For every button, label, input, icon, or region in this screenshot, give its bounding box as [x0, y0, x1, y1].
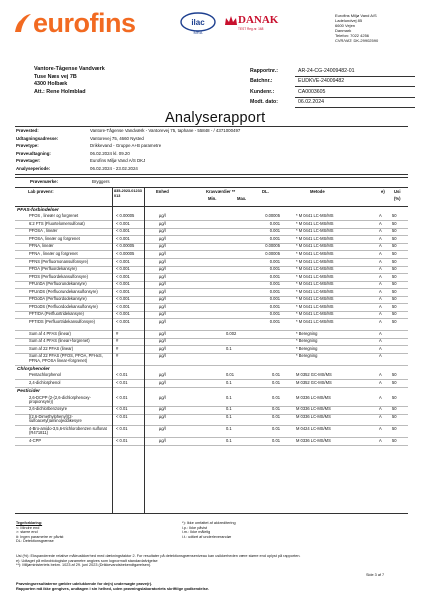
result-value: < 0.001: [116, 311, 130, 317]
dl-value: 0.01: [272, 394, 280, 400]
method-value: * M 0441 LC-MS/MS: [296, 213, 334, 219]
analyte-name: PFOSA , lineær: [29, 228, 58, 234]
result-value: < 0.001: [116, 235, 130, 241]
header-uncertainty-unit: (%): [394, 196, 401, 201]
unit-value: µg/l: [159, 258, 166, 264]
recipient-line: Att.: Rene Holmblad: [34, 88, 86, 95]
accreditation-flag: A: [379, 213, 382, 219]
recipient-line: Tuse Næs vej 7B: [34, 73, 77, 80]
sample-type-label: Prøvetype:: [16, 143, 39, 149]
max-value: 0.002: [226, 330, 237, 336]
accreditation-flag: A: [379, 250, 382, 256]
uncertainty-value: 50: [392, 379, 397, 385]
header-requirements: Kravværdier **: [206, 189, 236, 194]
analyte-name: 2,6-DCPP (2-(2,6-dichlorphenoxy-propionsyre)): [29, 394, 91, 405]
header-dl: DL.: [262, 189, 269, 194]
footnote: Usi (%): Ekspanderede relative måleusikkerhed med dækningsfaktor 2. For resultater på detektionsgrænseniveau kan usikkerheden være større end oplyst på rapporten.: [16, 554, 301, 558]
method-value: M 0352 GC-MS/MS: [296, 379, 332, 385]
sample-type-value: Drikkevand - Gruppe A+B parametre: [90, 143, 162, 149]
accreditation-flag: A: [379, 437, 382, 443]
brand-name: eurofins: [33, 8, 136, 38]
result-value: < 0.00005: [116, 250, 135, 256]
analyte-name: 2,4-dichlorphenol: [29, 379, 61, 385]
method-value: * M 0441 LC-MS/MS: [296, 235, 334, 241]
unit-value: µg/l: [159, 338, 166, 344]
unit-value: µg/l: [159, 296, 166, 302]
uncertainty-value: 50: [392, 258, 397, 264]
analyte-name: PFTrDA (Perfluortridekansyre): [29, 311, 84, 317]
danak-name: DANAK: [238, 14, 279, 26]
report-number-value: AR-24-CG-24009482-01: [298, 68, 355, 74]
sample-address-value: Vantorevej 75, 4660 Nysted: [90, 135, 144, 141]
unit-value: µg/l: [159, 353, 166, 359]
batch-number-label: Batchnr.:: [250, 78, 273, 85]
row-divider: [15, 365, 408, 366]
dl-value: 0.01: [272, 437, 280, 443]
uncertainty-value: 50: [392, 406, 397, 412]
analyte-name: 2,6-dichlorbenzosyre: [29, 406, 68, 412]
dl-value: 0.01: [272, 425, 280, 431]
analyte-name: PFDoDS (Perfluordodekansulfonsyre): [29, 303, 98, 309]
uncertainty-value: 50: [392, 273, 397, 279]
section-title: Pesticider: [17, 389, 40, 395]
method-value: * Beregning: [296, 353, 318, 359]
row-divider: [15, 387, 408, 388]
uncertainty-value: 50: [392, 235, 397, 241]
dl-value: 0.001: [269, 258, 280, 264]
disclaimer: [16, 581, 416, 591]
result-value: < 0.01: [116, 406, 128, 412]
svg-text:MRA: MRA: [193, 30, 203, 35]
legend-item: i.p.: Ikke påvist: [182, 525, 208, 530]
dl-value: 0.001: [269, 235, 280, 241]
dl-value: 0.00005: [265, 213, 280, 219]
dl-value: 0.001: [269, 266, 280, 272]
uncertainty-value: 50: [392, 213, 397, 219]
unit-value: µg/l: [159, 220, 166, 226]
result-value: < 0.01: [116, 394, 128, 400]
dl-value: 0.001: [269, 303, 280, 309]
method-value: * M 0441 LC-MS/MS: [296, 250, 334, 256]
header-unit: Enhed: [156, 189, 169, 194]
analyte-name: PFTrDS (Perfluortridekansulfonsyre): [29, 318, 96, 324]
unit-value: µg/l: [159, 250, 166, 256]
unit-value: µg/l: [159, 425, 166, 431]
unit-value: µg/l: [159, 281, 166, 287]
unit-value: µg/l: [159, 379, 166, 385]
received-date-label: Modt. dato:: [250, 98, 278, 105]
dl-value: 0.001: [269, 288, 280, 294]
uncertainty-value: 50: [392, 281, 397, 287]
sample-place-label: Prøvested:: [16, 128, 39, 133]
accreditation-flag: A: [379, 372, 382, 378]
recipient-line: 4300 Holbæk: [34, 81, 68, 88]
result-value: < 0.00005: [116, 213, 135, 219]
header-lab-no: Lab prøvenr:: [28, 189, 54, 194]
legend-item: i.m.: Ikke målelig: [182, 530, 211, 534]
result-value: #: [116, 345, 119, 351]
accreditation-flag: A: [379, 273, 382, 279]
method-value: * M 0441 LC-MS/MS: [296, 281, 334, 287]
method-value: * M 0441 LC-MS/MS: [296, 296, 334, 302]
unit-value: µg/l: [159, 330, 166, 336]
dl-value: 0.01: [272, 414, 280, 419]
max-value: 0.1: [226, 394, 232, 400]
unit-value: µg/l: [159, 414, 166, 419]
unit-value: µg/l: [159, 228, 166, 234]
accreditation-flag: A: [379, 353, 382, 359]
accreditation-flag: A: [379, 379, 382, 385]
dl-value: 0.01: [272, 372, 280, 378]
analyte-name: [(2,6-Dimethylphenyl)(2-sulfoacetyl)amino]eddikesyre: [29, 414, 82, 424]
legend-title: Tegnforklaring:: [16, 521, 43, 525]
unit-value: µg/l: [159, 243, 166, 249]
table-bottom-border: [15, 513, 408, 514]
result-value: < 0.01: [116, 425, 128, 431]
analyte-name: PFNS (Perfluornonansulfonsyre): [29, 258, 89, 264]
header-sample-id: 835-2023-01233013: [114, 189, 142, 198]
footnote: e): Udtaget på mikrobiologiske parametre angives som lognormalt standardafvigelse: [16, 558, 158, 563]
analyte-name: Sum af 22 PFAS (linear): [29, 345, 74, 351]
customer-number-value: CA0003605: [298, 88, 326, 95]
result-value: < 0.001: [116, 318, 130, 324]
result-value: < 0.001: [116, 266, 130, 272]
legend-item: DL: Detektionsgrænse: [16, 539, 54, 543]
dl-value: 0.01: [272, 406, 280, 412]
method-value: * M 0441 LC-MS/MS: [296, 220, 334, 226]
method-value: M 0336 LC-MS/MS: [296, 406, 331, 412]
method-value: * M 0441 LC-MS/MS: [296, 273, 334, 279]
accreditation-flag: A: [379, 338, 382, 344]
method-value: * Beregning: [296, 338, 318, 344]
method-value: * Beregning: [296, 345, 318, 351]
legend-item: i.t.: udført af underleverandør: [182, 534, 232, 539]
legend-item: #: Ingen parametre er påvist: [16, 534, 64, 539]
lab-address-line: Ladelundvej 85: [335, 18, 363, 23]
result-value: < 0.001: [116, 281, 130, 287]
row-divider: [15, 445, 408, 446]
analyte-name: 4-CPP: [29, 437, 42, 443]
uncertainty-value: 50: [392, 425, 397, 431]
accreditation-flag: A: [379, 258, 382, 264]
sampler-label: Prøvetager:: [16, 158, 41, 164]
unit-value: µg/l: [159, 318, 166, 324]
result-value: < 0.001: [116, 273, 130, 279]
sample-address-label: Udtagningsadresse:: [16, 135, 59, 141]
method-value: * Beregning: [296, 330, 318, 336]
accreditation-flag: A: [379, 330, 382, 336]
method-value: * M 0441 LC-MS/MS: [296, 266, 334, 272]
analyte-name: Pentachlorphenol: [29, 372, 61, 378]
sampler-value: Eurofins Miljø Vand A/S DKJ: [90, 158, 146, 164]
analyte-name: PFOS , lineær og forgrenet: [29, 213, 79, 219]
accreditation-flag: A: [379, 406, 382, 412]
header-max: Max.: [237, 196, 247, 201]
uncertainty-value: 50: [392, 437, 397, 443]
unit-value: µg/l: [159, 345, 166, 351]
accreditation-flag: A: [379, 243, 382, 249]
column-divider: [112, 187, 113, 513]
footnote: **): Miljøministeriets bekm. 1023 af 29. juni 2023 (Drikkevandsbekendtgørelsen).: [16, 563, 152, 567]
uncertainty-value: 50: [392, 243, 397, 249]
max-value: 0.1: [226, 437, 232, 443]
lab-address-line: Danmark: [335, 28, 352, 33]
dl-value: 0.001: [269, 228, 280, 234]
uncertainty-value: 50: [392, 220, 397, 226]
analyte-name: PFDS (Perfluordekansulfonsyre): [29, 273, 88, 279]
unit-value: µg/l: [159, 213, 166, 219]
dl-value: 0.001: [269, 281, 280, 287]
method-value: * M 0441 LC-MS/MS: [296, 303, 334, 309]
analyte-name: PFNA , lineær og forgrenet: [29, 250, 78, 256]
accreditation-flag: A: [379, 345, 382, 351]
sample-mark-label: Prøvemærke:: [30, 179, 59, 184]
result-value: < 0.001: [116, 296, 130, 302]
analysis-period-label: Analyseperiode:: [16, 165, 51, 171]
unit-value: µg/l: [159, 406, 166, 412]
accreditation-flag: A: [379, 425, 382, 431]
max-value: 0.1: [226, 379, 232, 385]
accreditation-flag: A: [379, 228, 382, 234]
sampling-date-value: 06.02.2024 kl. 09.20: [90, 150, 130, 156]
result-value: < 0.001: [116, 303, 130, 309]
dl-value: 0.001: [269, 296, 280, 302]
method-value: * M 0441 LC-MS/MS: [296, 288, 334, 294]
analyte-name: 4-Bro-amido-3,5,6-trichlorobenzen sulfonat (R471811): [29, 425, 107, 436]
batch-number-value: EUDKVE-24009482: [298, 78, 345, 85]
uncertainty-value: 50: [392, 288, 397, 294]
unit-value: µg/l: [159, 235, 166, 241]
analysis-period-value: 06.02.2024 - 23.02.2024: [90, 165, 138, 171]
header-uncertainty: Usi: [394, 189, 401, 194]
unit-value: µg/l: [159, 303, 166, 309]
accreditation-flag: A: [379, 303, 382, 309]
method-value: * M 0441 LC-MS/MS: [296, 318, 334, 324]
accreditation-flag: A: [379, 394, 382, 400]
uncertainty-value: 50: [392, 394, 397, 400]
footnotes: [16, 554, 416, 568]
result-value: #: [116, 353, 119, 359]
method-value: * M 0441 LC-MS/MS: [296, 228, 334, 234]
result-value: #: [116, 338, 119, 344]
method-value: * M 0441 LC-MS/MS: [296, 258, 334, 264]
legend-item: *): Ikke omfattet af akkreditering: [182, 521, 236, 525]
analyte-name: Sum af 22 PFAS (PFOS, PFOA, PFHxS, PFNA, PFOSA linear+forgrenet): [29, 353, 103, 363]
lab-address-line: CVR/VAT: DK-29902590: [335, 38, 379, 43]
result-value: < 0.00005: [116, 243, 135, 249]
lab-address-line: Eurofins Miljø Vand A/S: [335, 13, 377, 18]
result-value: < 0.001: [116, 228, 130, 234]
uncertainty-value: 50: [392, 414, 397, 419]
lab-address-line: Telefon: 7022 4256: [335, 33, 370, 38]
analyte-name: PFNA, lineær: [29, 243, 54, 249]
dl-value: 0.001: [269, 220, 280, 226]
dl-value: 0.00005: [265, 243, 280, 249]
analyte-name: Sum af 4 PFAS (linear+forgrenet): [29, 338, 90, 344]
dl-value: 0.01: [272, 379, 280, 385]
disclaimer-line: Prøvningsresultaterne gælder udelukkende for de(n) undersøgte prøve(r).: [16, 581, 153, 586]
header-method: Metode: [310, 189, 325, 194]
column-divider: [144, 187, 145, 513]
accreditation-flag: A: [379, 318, 382, 324]
uncertainty-value: 50: [392, 296, 397, 302]
dl-value: 0.001: [269, 318, 280, 324]
analyte-name: 6:2 FTS (Fluortelomersulfonat): [29, 220, 85, 226]
sample-mark-value: Bryggers: [92, 179, 110, 184]
svg-text:ilac: ilac: [191, 18, 205, 27]
dl-value: 0.001: [269, 273, 280, 279]
accreditation-flag: A: [379, 266, 382, 272]
max-value: 0.1: [226, 425, 232, 431]
uncertainty-value: 50: [392, 318, 397, 324]
accreditation-flag: A: [379, 235, 382, 241]
report-number-label: Rapportnr.:: [250, 68, 278, 74]
method-value: M 0352 GC-MS/MS: [296, 372, 332, 378]
uncertainty-value: 50: [392, 372, 397, 378]
analyte-name: PFDA (Perfluordekansyre): [29, 266, 77, 272]
unit-value: µg/l: [159, 394, 166, 400]
accreditation-flag: A: [379, 296, 382, 302]
max-value: 0.1: [226, 406, 232, 412]
max-value: 0.1: [226, 345, 232, 351]
method-value: M 0424 LC-MS/MS: [296, 425, 331, 431]
accreditation-flag: A: [379, 311, 382, 317]
disclaimer-line: Rapporten må ikke gengives, undtagen i sin helhed, uden prøvningslaboratoriets skriftlige godkendelse.: [16, 586, 210, 591]
uncertainty-value: 50: [392, 303, 397, 309]
section-title: Chlorphenoler: [17, 367, 50, 373]
legend-item: >: større end: [16, 530, 38, 534]
section-title: PFAS-forbindelser: [17, 208, 59, 213]
result-value: < 0.001: [116, 288, 130, 294]
header-e: e): [381, 189, 385, 194]
lab-address-line: 6600 Vejen: [335, 23, 356, 28]
result-value: < 0.001: [116, 220, 130, 226]
method-value: M 0336 LC-MS/MS: [296, 437, 331, 443]
received-date-value: 06.02.2024: [298, 98, 324, 105]
danak-reg: TEST Reg.nr. 168: [238, 27, 264, 31]
method-value: * M 0441 LC-MS/MS: [296, 311, 334, 317]
customer-number-label: Kundenr.:: [250, 88, 275, 95]
method-value: M 0336 LC-MS/MS: [296, 414, 331, 419]
unit-value: µg/l: [159, 273, 166, 279]
dl-value: 0.00005: [265, 250, 280, 256]
result-value: < 0.001: [116, 258, 130, 264]
analyte-name: PFUnDA (Perfluorundekansyre): [29, 281, 87, 287]
max-value: 0.1: [226, 414, 232, 419]
result-value: < 0.01: [116, 372, 128, 378]
analyte-name: PFDoDA (Perfluordodekansyre): [29, 296, 87, 302]
unit-value: µg/l: [159, 437, 166, 443]
method-value: M 0336 LC-MS/MS: [296, 394, 331, 400]
analyte-name: PFUnDS (Perfluorundekansulfonsyre): [29, 288, 98, 294]
accreditation-flag: A: [379, 288, 382, 294]
sample-place-value: Vantore-Tågense Vandværk - Vantorevej 75, taphane - 55848 - / 4371000497: [90, 128, 241, 133]
dl-value: 0.001: [269, 311, 280, 317]
legend-item: <: Mindre end: [16, 525, 40, 530]
uncertainty-value: 50: [392, 250, 397, 256]
analyte-name: Sum af 4 PFAS (linear): [29, 330, 71, 336]
recipient-line: Vantore-Tågense Vandværk: [34, 66, 105, 72]
page-title: Analyserapport: [165, 110, 266, 126]
uncertainty-value: 50: [392, 311, 397, 317]
unit-value: µg/l: [159, 288, 166, 294]
uncertainty-value: 50: [392, 266, 397, 272]
unit-value: µg/l: [159, 311, 166, 317]
result-value: < 0.01: [116, 437, 128, 443]
max-value: 0.01: [226, 372, 234, 378]
result-value: < 0.01: [116, 379, 128, 385]
accreditation-flag: A: [379, 220, 382, 226]
analyte-name: PFOSA, lineær og forgrenet: [29, 235, 80, 241]
unit-value: µg/l: [159, 372, 166, 378]
sampling-date-label: Prøveudtagning:: [16, 150, 51, 156]
accreditation-flag: A: [379, 414, 382, 419]
uncertainty-value: 50: [392, 228, 397, 234]
method-value: * M 0441 LC-MS/MS: [296, 243, 334, 249]
header-min: Min.: [208, 196, 217, 201]
accreditation-flag: A: [379, 281, 382, 287]
unit-value: µg/l: [159, 266, 166, 272]
page-number: Side 3 af 7: [366, 573, 385, 577]
legend: [16, 521, 276, 543]
result-value: < 0.01: [116, 414, 128, 419]
result-value: #: [116, 330, 119, 336]
